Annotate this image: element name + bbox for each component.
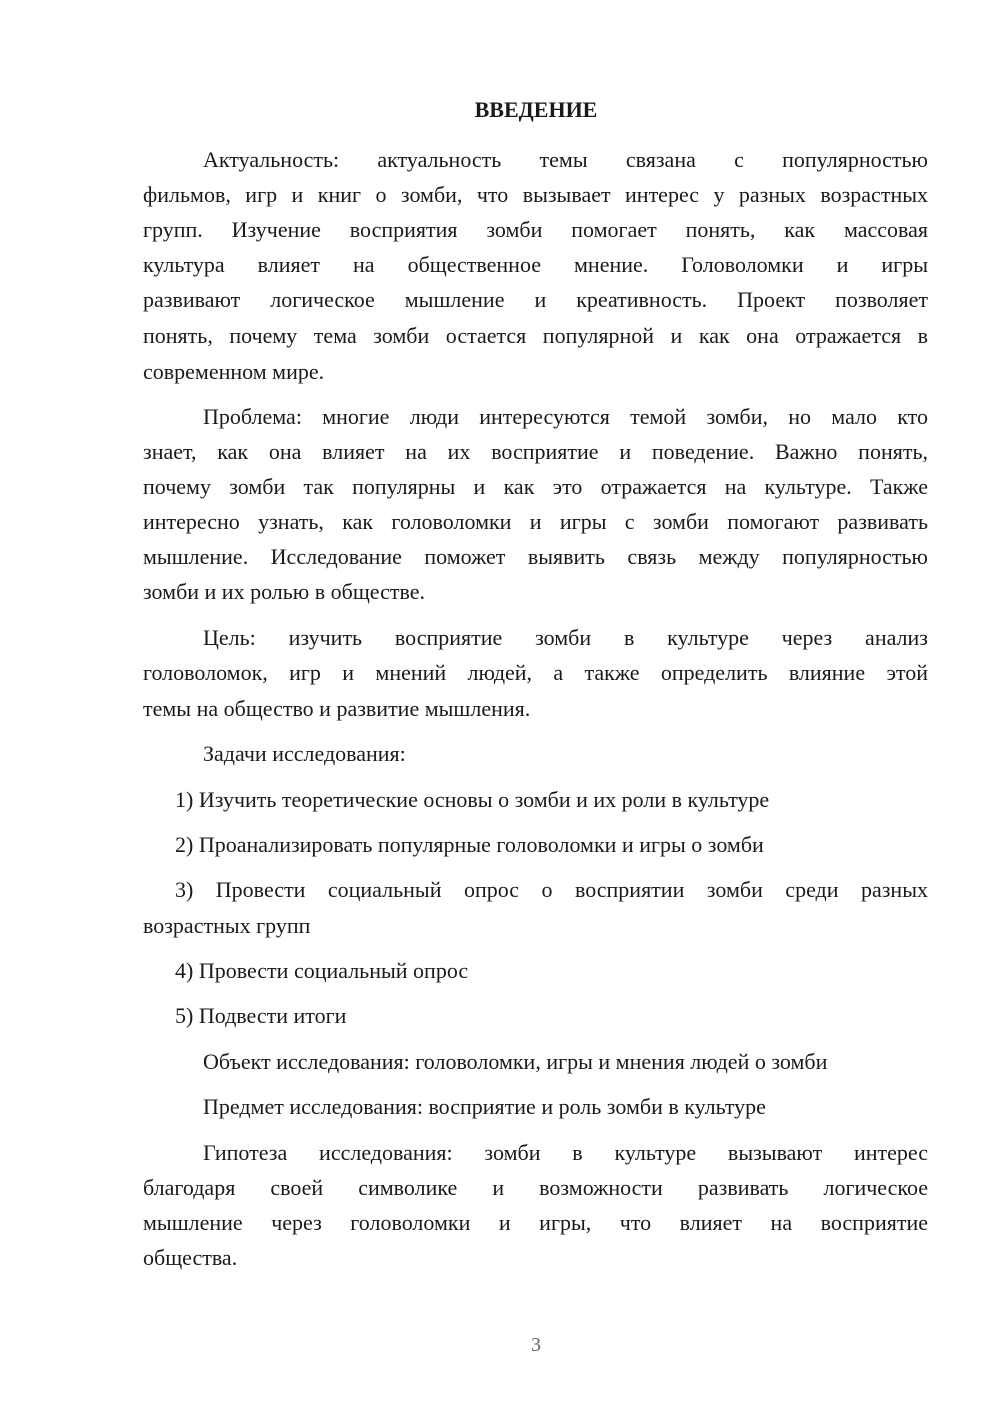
page-number: 3 <box>531 1334 541 1356</box>
text-line: Проблема: многие люди интересуются темой зомби, но мало кто <box>203 404 928 429</box>
text-line: мышление. Исследование поможет выявить связь между популярностью <box>143 544 928 569</box>
research-object: Объект исследования: головоломки, игры и мнения людей о зомби <box>203 1049 828 1074</box>
text-line: понять, почему тема зомби остается популярной и как она отражается в <box>143 323 928 348</box>
text-line: темы на общество и развитие мышления. <box>143 696 531 721</box>
task-item-continuation: возрастных групп <box>143 913 311 938</box>
text-line: интересно узнать, как головоломки и игры с зомби помогают развивать <box>143 509 928 534</box>
task-item: 5) Подвести итоги <box>175 1003 347 1028</box>
text-line: знает, как она влияет на их восприятие и поведение. Важно понять, <box>143 439 928 464</box>
task-item: 3) Провести социальный опрос о восприятии зомби среди разных <box>175 877 928 902</box>
text-line: фильмов, игр и книг о зомби, что вызывает интерес у разных возрастных <box>143 182 928 207</box>
text-line: общества. <box>143 1245 238 1270</box>
text-line: почему зомби так популярны и как это отражается на культуре. Также <box>143 474 928 499</box>
text-line: Актуальность: актуальность темы связана с популярностью <box>203 147 928 172</box>
text-line: Цель: изучить восприятие зомби в культуре через анализ <box>203 625 928 650</box>
task-item: 1) Изучить теоретические основы о зомби и их роли в культуре <box>175 787 770 812</box>
task-item: 4) Провести социальный опрос <box>175 958 469 983</box>
task-item: 2) Проанализировать популярные головоломки и игры о зомби <box>175 832 764 857</box>
research-subject: Предмет исследования: восприятие и роль зомби в культуре <box>203 1094 766 1119</box>
text-line: зомби и их ролью в обществе. <box>143 579 425 604</box>
text-line: Гипотеза исследования: зомби в культуре вызывают интерес <box>203 1140 928 1165</box>
page-title: ВВЕДЕНИЕ <box>474 97 598 122</box>
text-line: современном мире. <box>143 359 325 384</box>
tasks-heading: Задачи исследования: <box>203 741 406 766</box>
text-line: мышление через головоломки и игры, что влияет на восприятие <box>143 1210 928 1235</box>
text-line: групп. Изучение восприятия зомби помогает понять, как массовая <box>143 217 928 242</box>
text-line: головоломок, игр и мнений людей, а также определить влияние этой <box>143 660 928 685</box>
text-line: благодаря своей символике и возможности развивать логическое <box>143 1175 928 1200</box>
text-line: культура влияет на общественное мнение. Головоломки и игры <box>143 252 928 277</box>
text-line: развивают логическое мышление и креативность. Проект позволяет <box>143 287 928 312</box>
